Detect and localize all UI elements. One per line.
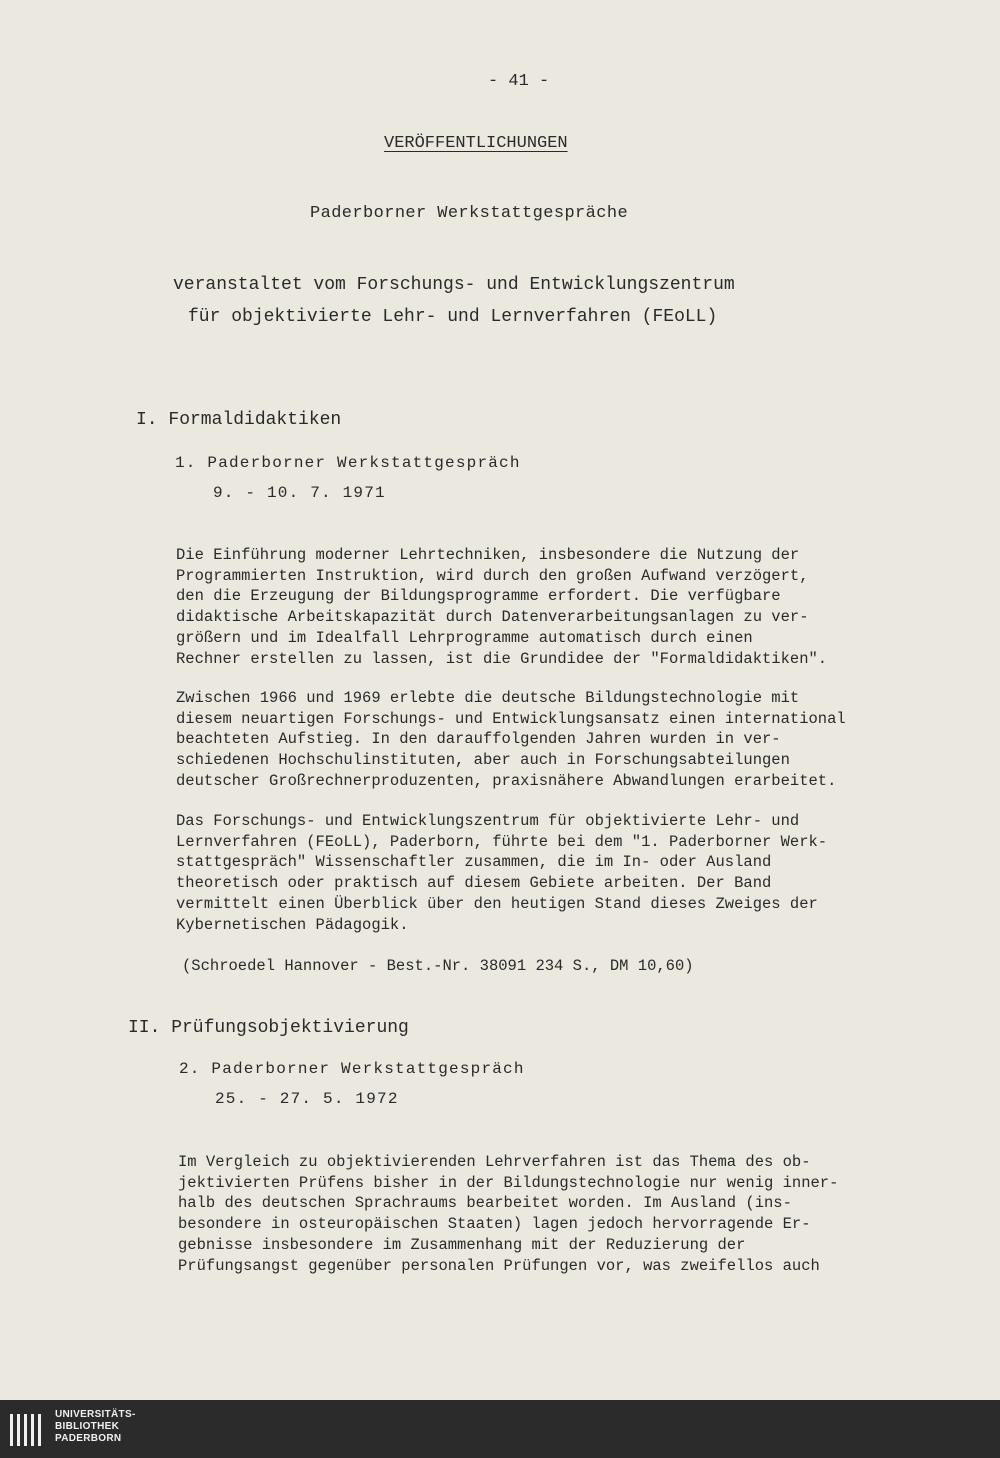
section-heading: II. Prüfungsobjektivierung	[128, 1018, 409, 1038]
library-name	[55, 1409, 136, 1445]
library-logo-icon	[8, 1410, 48, 1450]
paragraph: Zwischen 1966 und 1969 erlebte die deutsche Bildungstechnologie mit diesem neuartigen Forschungs- und Entwicklungsansatz einen international beachteten Aufstieg. In den darauffolgenden Jahren wurden in ver- schiedenen Hochschulinstituten, aber auch in Forschungsabteilungen deutscher Großrechnerproduzenten, praxisnähere Abwandlungen erarbeitet.	[176, 689, 846, 790]
library-name-line: UNIVERSITÄTS-	[55, 1409, 136, 1420]
section-date: 25. - 27. 5. 1972	[215, 1090, 399, 1108]
library-name-line: PADERBORN	[55, 1433, 122, 1444]
paragraph: Das Forschungs- und Entwicklungszentrum für objektivierte Lehr- und Lernverfahren (FEoLL), Paderborn, führte bei dem "1. Paderborner Werk- stattgespräch" Wissenschaftler zusammen, die im In- oder Ausland theoretisch oder praktisch auf diesem Gebiete arbeiten. Der Band vermittelt einen Überblick über den heutigen Stand dieses Zweiges der Kybernetischen Pädagogik.	[176, 812, 828, 934]
library-name-line: BIBLIOTHEK	[55, 1421, 120, 1432]
section-date: 9. - 10. 7. 1971	[213, 484, 386, 502]
paragraph: Die Einführung moderner Lehrtechniken, insbesondere die Nutzung der Programmierten Instruktion, wird durch den großen Aufwand verzögert, den die Erzeugung der Bildungsprogramme erfordert. Die verfügbare didaktische Arbeitskapazität durch Datenverarbeitungsanlagen zu ver- größern und im Idealfall Lehrprogramme automatisch durch einen Rechner erstellen zu lassen, ist die Grundidee der "Formaldidaktiken".	[176, 546, 828, 668]
section-subheading: 2. Paderborner Werkstattgespräch	[179, 1060, 525, 1078]
organizer-line-2: für objektivierte Lehr- und Lernverfahren (FEoLL)	[188, 307, 718, 327]
paragraph: Im Vergleich zu objektivierenden Lehrverfahren ist das Thema des ob- jektivierten Prüfens bisher in der Bildungstechnologie nur wenig inner- halb des deutschen Sprachraums bearbeitet worden. Im Ausland (ins- besondere in osteuropäischen Staaten) lagen jedoch hervorragende Er- gebnisse insbesondere im Zusammenhang mit der Reduzierung der Prüfungsangst gegenüber personalen Prüfungen vor, was zweifellos auch	[178, 1153, 839, 1275]
library-footer	[0, 1400, 1000, 1458]
section-heading: I. Formaldidaktiken	[136, 410, 342, 430]
section-subheading: 1. Paderborner Werkstattgespräch	[175, 454, 521, 472]
page-number: - 41 -	[488, 72, 550, 91]
publication-info: (Schroedel Hannover - Best.-Nr. 38091 234 S., DM 10,60)	[182, 957, 694, 975]
page-heading: VERÖFFENTLICHUNGEN	[384, 134, 568, 153]
organizer-line-1: veranstaltet vom Forschungs- und Entwicklungszentrum	[173, 275, 735, 295]
series-title: Paderborner Werkstattgespräche	[310, 204, 629, 223]
